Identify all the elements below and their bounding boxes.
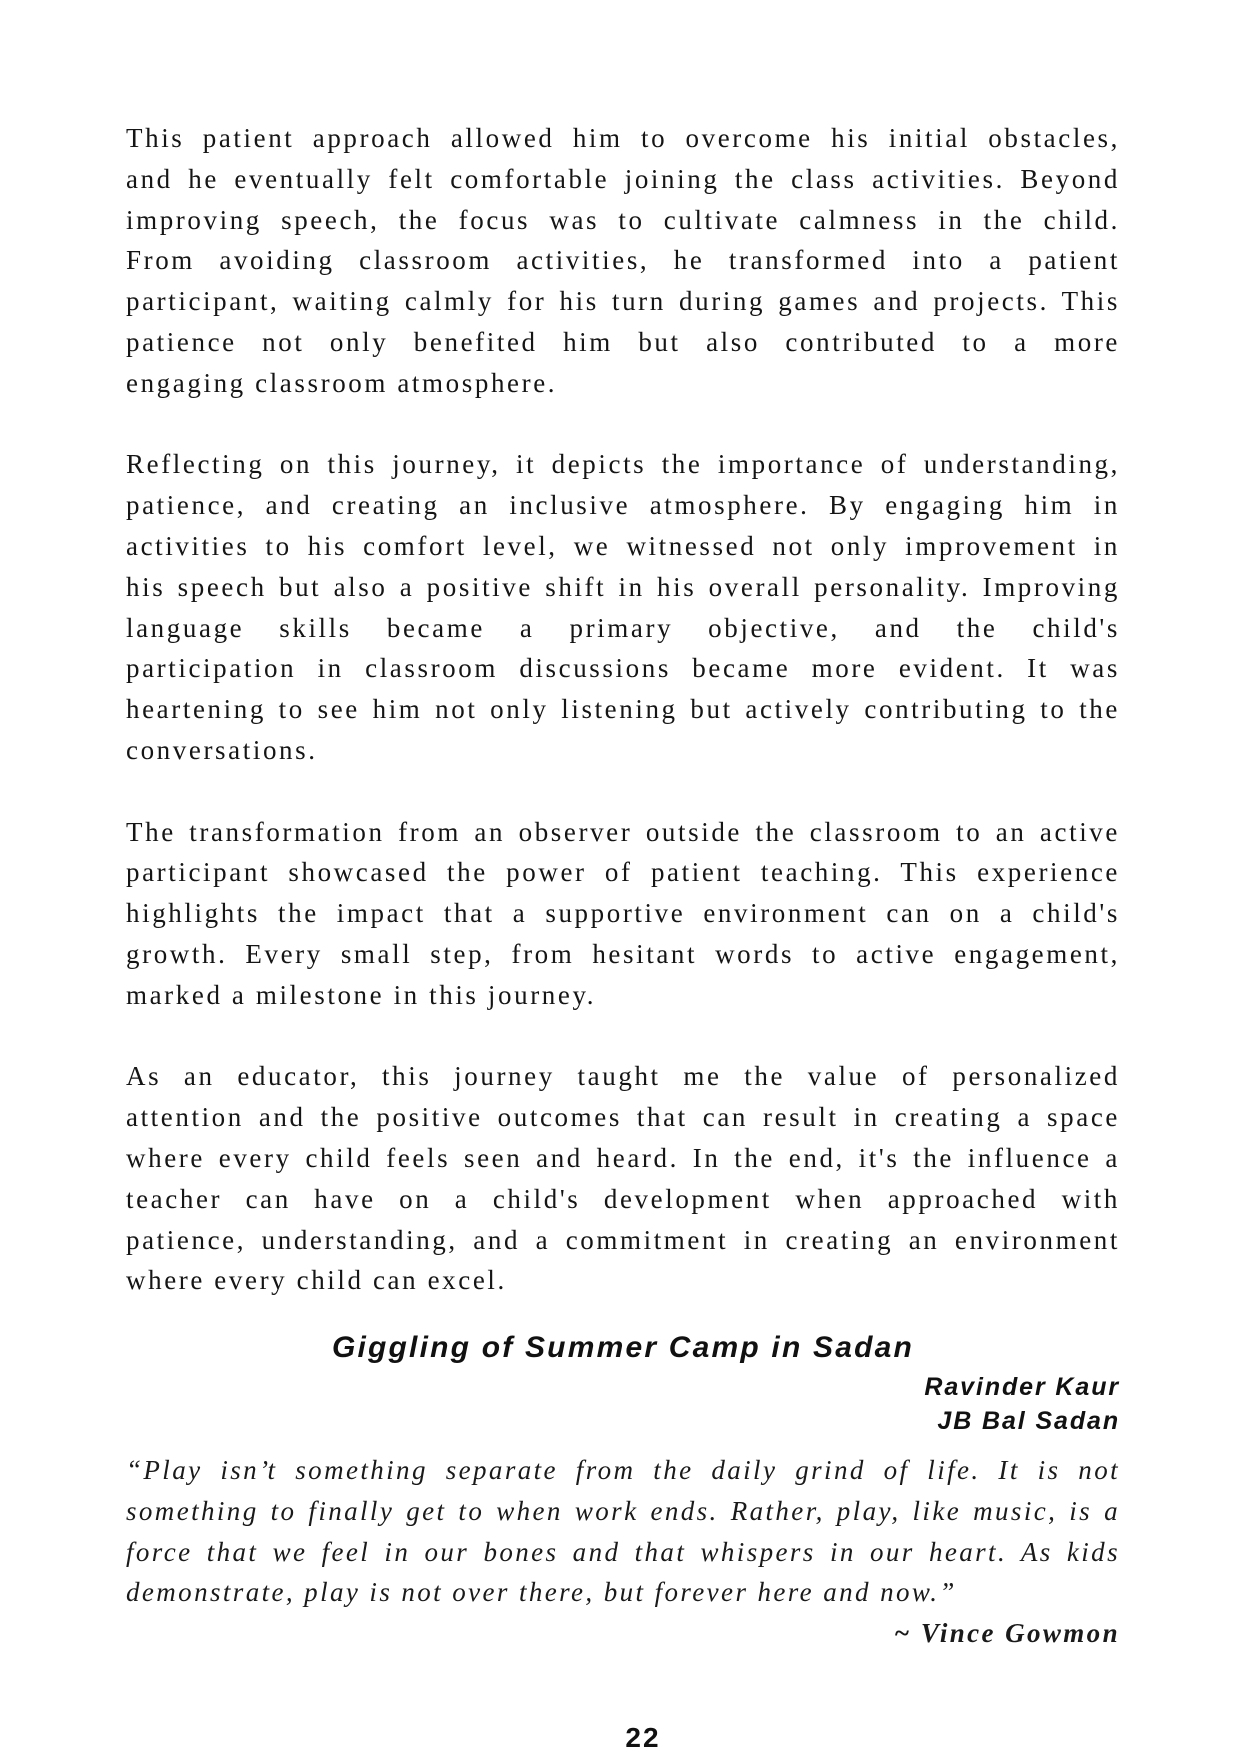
paragraph-line: participant, waiting calmly for his turn during games and projects. This xyxy=(126,286,1120,317)
paragraph-line: participant showcased the power of patient teaching. This experience xyxy=(126,857,1120,888)
author-name: Ravinder Kaur xyxy=(924,1373,1120,1401)
quote-line: something to finally get to when work ends. Rather, play, like music, is a xyxy=(126,1495,1120,1526)
paragraph-line: engaging classroom atmosphere. xyxy=(126,367,558,398)
paragraph-1 xyxy=(126,118,1120,404)
paragraph-line: where every child can excel. xyxy=(126,1265,507,1296)
paragraph-line: language skills became a primary objective, and the child's xyxy=(126,612,1120,643)
paragraph-line: highlights the impact that a supportive environment can on a child's xyxy=(126,898,1120,929)
article-body xyxy=(126,118,1120,1342)
author-affiliation: JB Bal Sadan xyxy=(937,1407,1120,1435)
paragraph-4 xyxy=(126,1056,1120,1301)
paragraph-line: conversations. xyxy=(126,734,318,765)
paragraph-line: patience, understanding, and a commitment in creating an environment xyxy=(126,1224,1120,1255)
paragraph-line: growth. Every small step, from hesitant words to active engagement, xyxy=(126,938,1120,969)
byline xyxy=(520,1370,1120,1438)
paragraph-line: Reflecting on this journey, it depicts the importance of understanding, xyxy=(126,449,1120,480)
paragraph-line: From avoiding classroom activities, he transformed into a patient xyxy=(126,245,1120,276)
paragraph-line: patience, and creating an inclusive atmosphere. By engaging him in xyxy=(126,490,1120,521)
quote-attribution: ~ Vince Gowmon xyxy=(893,1618,1120,1649)
page-number: 22 xyxy=(625,1722,661,1753)
article-title: Giggling of Summer Camp in Sadan xyxy=(331,1331,915,1364)
paragraph-line: improving speech, the focus was to cultivate calmness in the child. xyxy=(126,204,1120,235)
paragraph-line: and he eventually felt comfortable joining the class activities. Beyond xyxy=(126,163,1120,194)
paragraph-line: teacher can have on a child's development when approached with xyxy=(126,1183,1120,1214)
paragraph-line: This patient approach allowed him to overcome his initial obstacles, xyxy=(126,123,1120,153)
quote-line: force that we feel in our bones and that whispers in our heart. As kids xyxy=(126,1536,1120,1567)
paragraph-line: participation in classroom discussions became more evident. It was xyxy=(126,653,1120,684)
paragraph-line: activities to his comfort level, we witnessed not only improvement in xyxy=(126,530,1120,561)
paragraph-line: where every child feels seen and heard. In the end, it's the influence a xyxy=(126,1142,1120,1173)
quote-line: “Play isn’t something separate from the daily grind of life. It is not xyxy=(126,1455,1120,1485)
paragraph-line: attention and the positive outcomes that can result in creating a space xyxy=(126,1102,1120,1133)
paragraph-2 xyxy=(126,444,1120,770)
epigraph-quote xyxy=(126,1450,1120,1654)
paragraph-line: heartening to see him not only listening but actively contributing to the xyxy=(126,694,1120,725)
paragraph-line: marked a milestone in this journey. xyxy=(126,979,597,1010)
paragraph-line: his speech but also a positive shift in his overall personality. Improving xyxy=(126,571,1120,602)
quote-line: demonstrate, play is not over there, but forever here and now.” xyxy=(126,1577,957,1608)
paragraph-line: The transformation from an observer outside the classroom to an active xyxy=(126,816,1120,847)
paragraph-line: patience not only benefited him but also contributed to a more xyxy=(126,326,1120,357)
paragraph-3 xyxy=(126,812,1120,1016)
paragraph-line: As an educator, this journey taught me the value of personalized xyxy=(126,1061,1120,1092)
